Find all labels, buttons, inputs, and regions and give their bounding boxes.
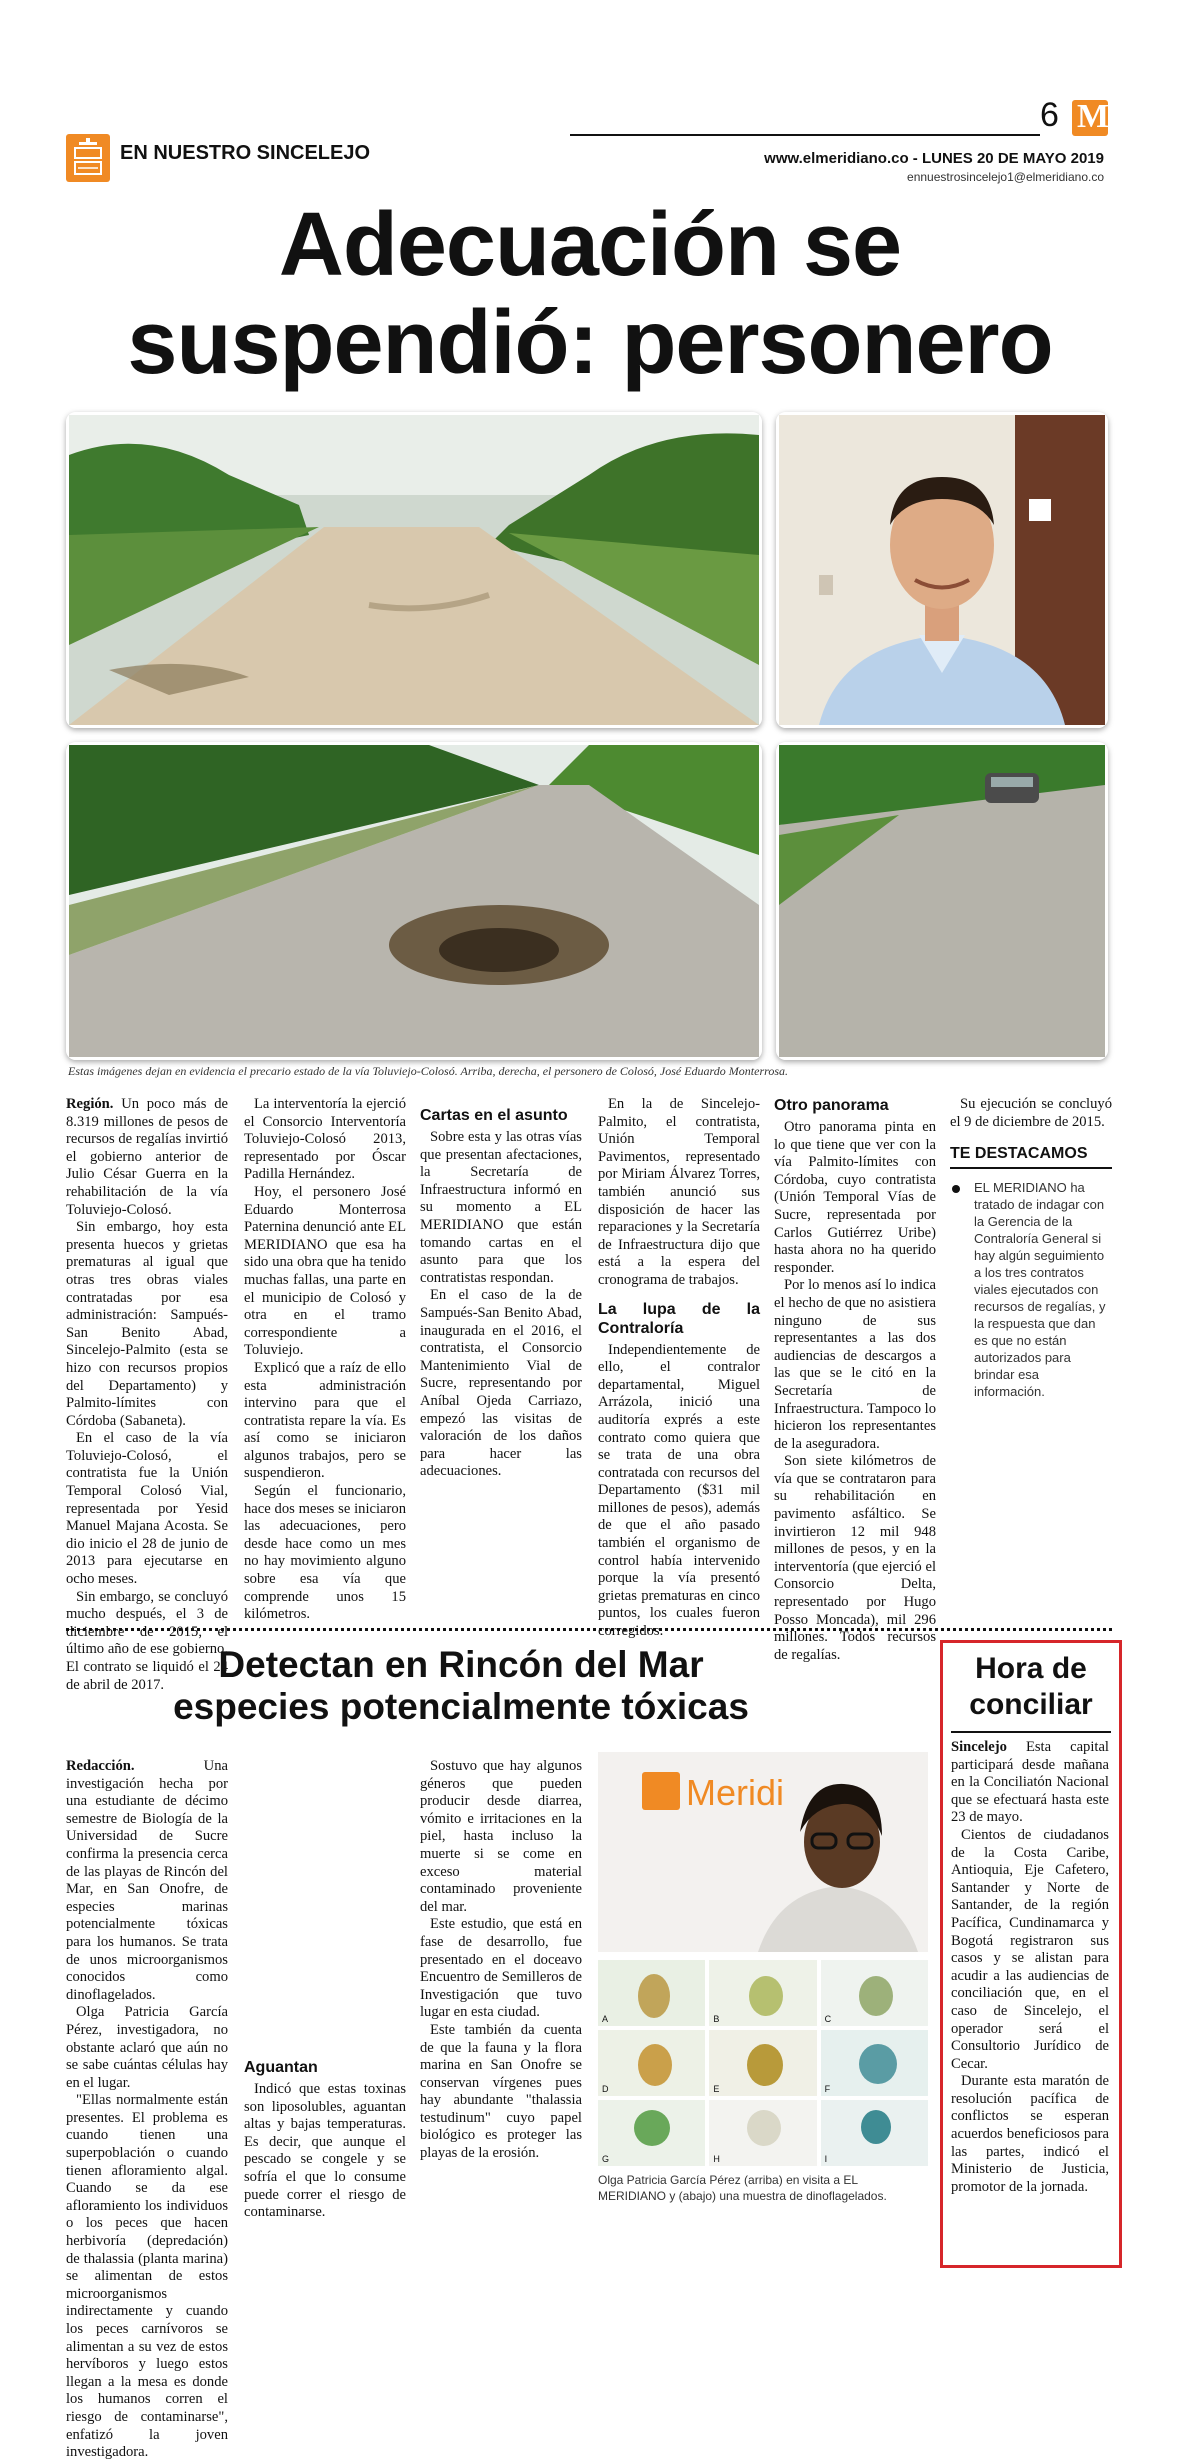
main-col-4 [598,1096,760,1641]
main-col1-para [66,1096,228,1219]
meridiano-logo-text: Meridi [686,1772,785,1813]
para: Hoy, el personero José Eduardo Monterrosa Paternina denunció ante EL MERIDIANO que esa ha sido una obra que ha tenido muchas fallas, una parte en el municipio de Colosó y otra en el tramo correspondiente a Toluviejo. [244,1183,406,1359]
para: Sostuvo que hay algunos géneros que pueden producir desde diarrea, vómito e irritaciones en la piel, hasta incluso la muerte si se come en exceso material contaminado proveniente del mar. [420,1758,582,1915]
para: Su ejecución se concluyó el 9 de diciembre de 2015. [950,1096,1112,1130]
micro-image-b: B [709,1960,816,2026]
para: Esta capital participará desde mañana en la Conciliatón Nacional que se efectuará hasta este 23 de mayo. [951,1739,1109,1826]
highlight-body [950,1179,1112,1400]
second-col-1 [66,1758,228,2461]
para [66,1758,228,2004]
brand-logo-letter: M [1077,98,1110,135]
para: Durante esta maratón de resolución pacífica de conflictos se esperan acuerdos beneficiosos para las partes, indicó el Ministerio de Justicia, promotor de la jornada. [951,2073,1109,2195]
road-photo-2 [66,742,762,1060]
para: La interventoría la ejerció el Consorcio Interventoría Toluviejo-Colosó 2013, representado por Óscar Padilla Hernández. [244,1096,406,1183]
subhead: Cartas en el asunto [420,1107,568,1124]
para: Este estudio, que está en fase de desarrollo, fue presentado en el doceavo Encuentro de Semilleros de Investigación que tuvo lugar en esta ciudad. [420,1916,582,2021]
highlight-box [950,1145,1112,1400]
section-icon [66,134,110,182]
section-header [66,134,386,184]
micro-image-i: I [821,2100,928,2166]
road-photo-3 [776,742,1108,1060]
para: Indicó que estas toxinas son liposolubles, aguantan altas y bajas temperaturas. Es decir, que aunque el pescado se congele y se sofría el que lo consume puede correr el riesgo de contaminarse. [244,2081,406,2221]
researcher-photo [598,1752,928,1952]
site-date: www.elmeridiano.co - LUNES 20 DE MAYO 2019 [764,150,1104,167]
researcher-caption: Olga Patricia García Pérez (arriba) en visita a EL MERIDIANO y (abajo) una muestra de dinoflagelados. [598,2173,887,2203]
highlight-text: EL MERIDIANO ha tratado de indagar con la Gerencia de la Contraloría General si hay algún seguimiento a los tres contratos viales ejecutados con recursos de regalías, y la respuesta que dan es que no están autorizados para brindar esa información. [974,1179,1106,1399]
subhead: La lupa de la Contraloría [598,1300,760,1337]
dateline: Región. [66,1096,114,1112]
para: Una investigación hecha por una estudiante de décimo semestre de Biología de la Universidad de Sucre confirma la presencia cerca de las playas de Rincón del Mar, en San Onofre, de especies marinas potencialmente tóxicas para los humanos. Se trata de unos microorganismos conocidos como dinoflagelados. [66,1758,228,2003]
subhead: Otro panorama [774,1097,889,1114]
header-rule [570,134,1040,136]
micro-grid [598,1960,928,2166]
section-email: ennuestrosincelejo1@elmeridiano.co [907,170,1104,184]
para: Sin embargo, se concluyó mucho después, el 3 de diciembre de 2015, el último año de ese gobierno. El contrato se liquidó el 24 de abril de 2017. [66,1588,228,1693]
page-number: 6 [1040,96,1059,134]
para: Son siete kilómetros de vía que se contrataron para su rehabilitación en pavimento asfáltico. Se invirtieron 12 mil 948 millones de pesos, y en la interventoría (que ejerció el Consorcio Delta, representado por Hugo Posso Moncada), mil 296 millones. Todos recursos de regalías. [774,1453,936,1663]
main-col-3 [420,1096,582,1481]
article-separator [66,1628,1112,1631]
sidebar-title [943,1651,1119,1723]
second-headline-line2: especies potencialmente tóxicas [173,1686,749,1727]
para [951,1739,1109,1827]
para: Este también da cuenta de que la fauna y la flora marina en San Onofre se conservan vírgenes pues hay abundante "thalassia testudinum" cuyo papel biológico es proteger las playas de la erosión. [420,2021,582,2162]
main-col-1 [66,1096,228,1694]
para: Explicó que a raíz de ello esta administración intervino para que el contratista repare la vía. Es así como se iniciaron algunos trabajos, pero se suspendieron. [244,1359,406,1482]
main-col-2 [244,1096,406,1624]
micro-image-f: F [821,2030,928,2096]
para: "Ellas normalmente están presentes. El problema es cuando tienen una superpoblación o cuando tienen afloramiento algal. Cuando se da ese afloramiento los individuos o los peces que hacen herbivoría (depredación) de thalassia (planta marina) se alimentan de estos microorganismos indirectamente y cuando los peces carnívoros se alimentan a su vez de estos hervíboros y luego estos llegan a la mesa es donde los humanos corren el riesgo de contaminarse", enfatizó la joven investigadora. [66,2092,228,2461]
para: Según el funcionario, hace dos meses se iniciaron las adecuaciones, pero desde hace como un mes no hay movimiento alguno sobre esa vía que comprende unos 15 kilómetros. [244,1483,406,1623]
sidebar-box [940,1640,1122,2268]
main-headline-line1: Adecuación se [278,195,902,295]
para: Olga Patricia García Pérez, investigadora, no obstante aclaró que aún no se sabe cuántas células hay en el lugar. [66,2004,228,2091]
road-photo-1 [66,412,762,728]
para: Sin embargo, hoy esta presenta huecos y grietas prematuras al igual que otras tres obras viales contratadas por esa administración: Sampués-San Benito Abad, Sincelejo-Palmito (esta se hizo con recursos propios del Departamento) y Palmito-límites con Córdoba (Sabaneta). [66,1219,228,1429]
second-headline [66,1644,856,1728]
para: Un poco más de 8.319 millones de pesos de recursos de regalías invirtió el gobierno anterior de Julio César Guerra en la rehabilitación de la vía Toluviejo-Colosó. [66,1096,228,1218]
main-col-5 [774,1096,936,1664]
para: Otro panorama pinta en lo que tiene que ver con la vía Palmito-límites con Córdoba, cuyo contratista (Unión Temporal Vías de Sucre, representada por Carlos Gutiérrez Uribe) hasta ahora no ha querido responder. [774,1119,936,1276]
sidebar-title-line1: Hora de [975,1652,1087,1685]
para: En la de Sincelejo-Palmito, el contratista, Unión Temporal Pavimentos, representado por Miriam Álvarez Torres, también anunció sus disposición de hacer las reparaciones y la Secretaría de Infraestructura dijo que está a la espera del cronograma de trabajos. [598,1096,760,1288]
para: En el caso de la de Sampués-San Benito Abad, inaugurada en el 2016, el contratista, el Consorcio Mantenimiento Vial de Sucre, representando por Aníbal Ojeda Carriazo, empezó las visitas de valoración de los daños para hacer las adecuaciones. [420,1287,582,1480]
micro-image-h: H [709,2100,816,2166]
sidebar-text [951,1739,1109,2196]
second-col-2 [244,1758,406,2222]
meridiano-logo-icon [642,1772,680,1810]
dateline: Sincelejo [951,1739,1007,1755]
para: Por lo menos así lo indica el hecho de que no asistiera ninguno de sus representantes a las dos audiencias de descargos a las que se le citó en la Secretaría de Infraestructura. Tampoco lo hicieron los representantes de la aseguradora. [774,1277,937,1452]
second-col-3 [420,1758,582,2163]
micro-image-g: G [598,2100,705,2166]
main-col-6 [950,1096,1112,1400]
brand-logo [1072,100,1108,136]
section-label: EN NUESTRO SINCELEJO [120,142,371,164]
bullet-icon [952,1185,960,1193]
sidebar-title-line2: conciliar [969,1688,1093,1721]
second-headline-line1: Detectan en Rincón del Mar [218,1644,704,1685]
personero-photo [776,412,1108,728]
highlight-title: TE DESTACAMOS [950,1145,1112,1169]
main-headline [0,196,1180,392]
para: Sobre esta y las otras vías que presentan afectaciones, la Secretaría de Infraestructura informó en su momento a EL MERIDIANO que están tomando cartas en el asunto para que los contratistas respondan. [420,1129,582,1286]
main-headline-line2: suspendió: personero [127,293,1053,393]
micro-image-c: C [821,1960,928,2026]
micro-image-a: A [598,1960,705,2026]
subhead: Aguantan [244,2059,318,2076]
photo-caption: Estas imágenes dejan en evidencia el precario estado de la vía Toluviejo-Colosó. Arriba, derecha, el personero de Colosó, José Eduardo Monterrosa. [68,1064,789,1078]
para: En el caso de la vía Toluviejo-Colosó, el contratista fue la Unión Temporal Colosó Vial, representada por Yesid Manuel Majana Acosta. Se dio inicio el 28 de junio de 2013 para ejecutarse en ocho meses. [66,1430,228,1588]
micro-image-e: E [709,2030,816,2096]
para: Cientos de ciudadanos de la Costa Caribe, Antioquia, Eje Cafetero, Santander y Norte de Santander, de la región Pacífica, Cundinamarca y Bogotá registraron sus casos y se alistan para acudir a las audiencias de conciliación que, en el caso de Sincelejo, el operador será el Consultorio Jurídico de Cecar. [951,1826,1109,2072]
dateline: Redacción. [66,1758,135,1774]
para: Independientemente de ello, el contralor departamental, Miguel Arrázola, inició una auditoría exprés a este contrato como quiera que se trata de una obra contratada con recursos del Departamento ($31 mil millones de pesos), además de que el año pasado también el organismo de control había intervenido porque la vía presentó grietas prematuras en cinco puntos, los cuales fueron corregidos. [598,1341,760,1640]
micro-image-d: D [598,2030,705,2096]
